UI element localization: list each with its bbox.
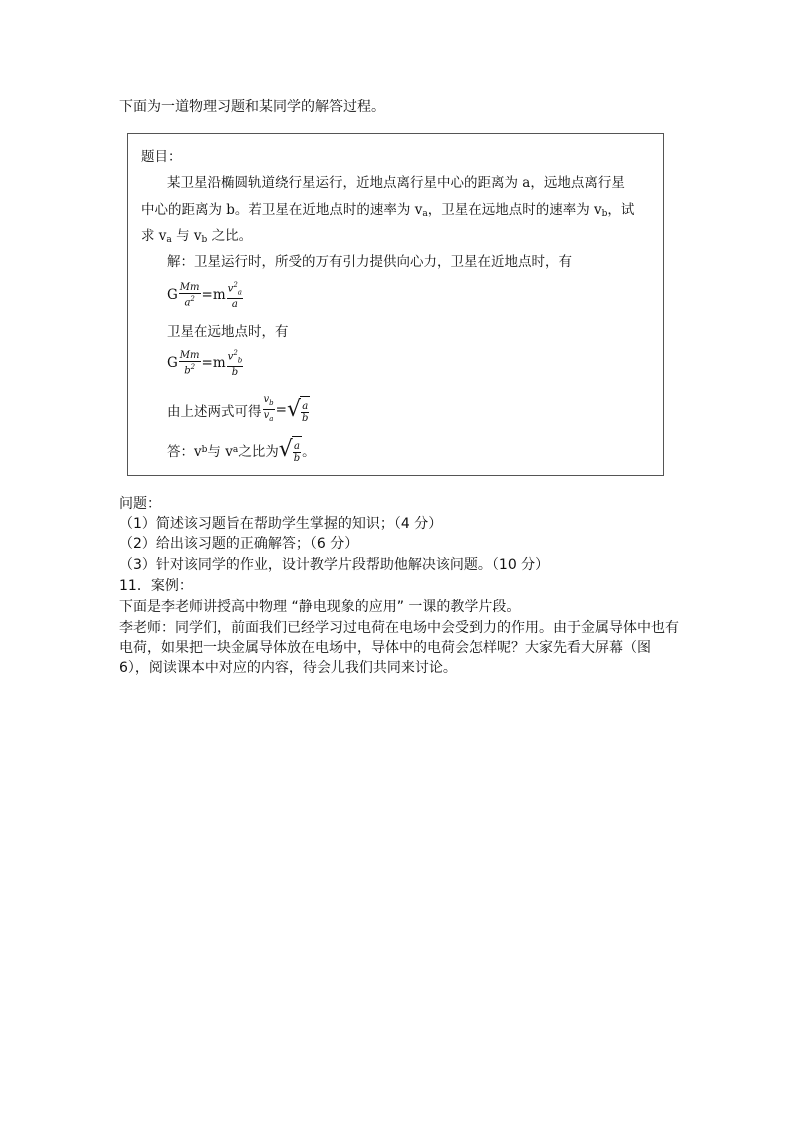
problem-line-2: 中心的距离为 b。若卫星在近地点时的速率为 $v_a$，卫星在远地点时的速率为 $v_b$，试	[141, 202, 635, 219]
intro-text: 下面为一道物理习题和某同学的解答过程。	[119, 99, 385, 115]
questions-heading: 问题：	[119, 496, 161, 512]
case-number: 11．案例：	[119, 578, 193, 594]
derivation-line: 由上述两式可得 $\frac{v_b}{v_a}$ = √ $\frac{a}{b}$	[167, 394, 309, 424]
equation-perigee: G $\frac{Mm}{a^2}$ =m $\frac{v^2_a}{a}$	[167, 281, 242, 311]
question-3: （3）针对该同学的作业，设计教学片段帮助他解决该问题。（10 分）	[119, 557, 550, 573]
solution-line-1: 解：卫星运行时，所受的万有引力提供向心力，卫星在近地点时，有	[167, 254, 572, 270]
problem-line-1: 某卫星沿椭圆轨道绕行星运行，近地点离行星中心的距离为 a，远地点离行星	[167, 175, 625, 191]
problem-line-3: 求 $v_a$ 与 $v_b$ 之比。	[141, 228, 253, 245]
question-2: （2）给出该习题的正确解答；（6 分）	[119, 536, 359, 552]
problem-box	[127, 133, 664, 476]
answer-line: 答：v b 与 v a 之比为 √ $\frac{a}{b}$ 。	[167, 437, 316, 464]
case-intro: 下面是李老师讲授高中物理 “静电现象的应用” 一课的教学片段。	[119, 599, 521, 615]
problem-label: 题目：	[141, 149, 182, 165]
case-paragraph: 李老师：同学们，前面我们已经学习过电荷在电场中会受到力的作用。由于金属导体中也有电荷，如果把一块金属导体放在电场中，导体中的电荷会怎样呢？大家先看大屏幕（图6），阅读课本中对应的内容，待会儿我们共同来讨论。	[119, 620, 679, 676]
solution-line-2: 卫星在远地点时，有	[167, 324, 289, 340]
equation-apogee: G $\frac{Mm}{b^2}$ =m $\frac{v^2_b}{b}$	[167, 349, 243, 379]
question-1: （1）简述该习题旨在帮助学生掌握的知识；（4 分）	[119, 516, 443, 532]
